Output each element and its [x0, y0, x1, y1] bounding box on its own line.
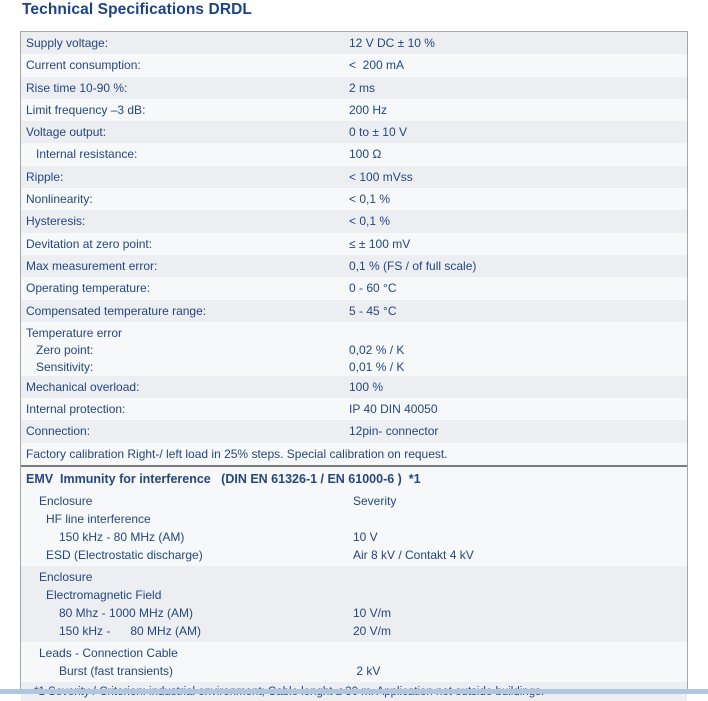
- spec-value: 100 %: [349, 379, 384, 394]
- spec-line: [21, 121, 687, 143]
- spec-line: [21, 188, 687, 210]
- spec-value: < 200 mA: [349, 58, 405, 73]
- spec-line: [21, 210, 687, 232]
- spec-line: [21, 143, 687, 165]
- spec-line: [21, 510, 687, 528]
- spec-value: < 100 mVss: [349, 169, 413, 184]
- spec-value: 10 V/m: [353, 606, 392, 621]
- spec-label: Internal resistance:: [36, 147, 138, 162]
- table-row: [21, 322, 687, 376]
- spec-line: [21, 54, 687, 76]
- spec-label: Zero point:: [36, 342, 94, 357]
- table-row: [21, 420, 687, 442]
- spec-label: Factory calibration Right-/ left load in 25% steps. Special calibration on request.: [26, 446, 448, 461]
- spec-label: 150 kHz - 80 MHz (AM): [59, 530, 185, 545]
- spec-label: Compensated temperature range:: [26, 303, 207, 318]
- spec-label: Limit frequency –3 dB:: [26, 102, 146, 117]
- spec-value: 0,02 % / K: [349, 342, 405, 357]
- table-row: [21, 277, 687, 299]
- spec-line: [21, 662, 687, 680]
- spec-line: [21, 546, 687, 564]
- spec-label: Supply voltage:: [26, 36, 109, 50]
- spec-line: [21, 376, 687, 398]
- spec-label: Devitation at zero point:: [26, 236, 153, 251]
- spec-line: [21, 644, 687, 662]
- table-row: [21, 99, 687, 121]
- emv-block: [21, 490, 687, 566]
- spec-value: 12 V DC ± 10 %: [349, 36, 435, 50]
- spec-value: 0,1 % (FS / of full scale): [349, 258, 477, 273]
- emv-section-header: EMV Immunity for interference (DIN EN 61326-1 / EN 61000-6 ) *1: [21, 467, 687, 490]
- spec-label: Current consumption:: [26, 58, 141, 73]
- page-bottom-accent-bar: [0, 689, 708, 694]
- spec-line: [21, 359, 687, 376]
- spec-label: 150 kHz - 80 MHz (AM): [59, 624, 202, 639]
- spec-value: 0,01 % / K: [349, 359, 405, 374]
- spec-value: 2 kV: [353, 664, 381, 679]
- spec-line: [21, 325, 687, 342]
- spec-value: 100 Ω: [349, 147, 382, 162]
- spec-label: Temperature error: [26, 325, 123, 340]
- spec-value: 200 Hz: [349, 102, 388, 117]
- spec-label: 80 Mhz - 1000 MHz (AM): [59, 606, 194, 621]
- emv-block: [21, 566, 687, 642]
- spec-line: [21, 398, 687, 420]
- table-row: [21, 443, 687, 465]
- table-row: [21, 233, 687, 255]
- spec-value: 12pin- connector: [349, 424, 439, 439]
- spec-line: [21, 233, 687, 255]
- spec-label: ESD (Electrostatic discharge): [46, 548, 203, 563]
- table-row: [21, 210, 687, 232]
- spec-label: Sensitivity:: [36, 359, 94, 374]
- spec-line: [21, 492, 687, 510]
- spec-line: [21, 443, 687, 465]
- spec-value: 2 ms: [349, 80, 376, 95]
- spec-line: [21, 342, 687, 359]
- page-title: Technical Specifications DRDL: [22, 1, 252, 18]
- spec-line: [21, 99, 687, 121]
- spec-line: [21, 604, 687, 622]
- spec-line: [21, 622, 687, 640]
- table-row: [21, 398, 687, 420]
- spec-label: Mechanical overload:: [26, 379, 140, 394]
- spec-label: Connection:: [26, 424, 91, 439]
- table-row: [21, 54, 687, 76]
- table-row: [21, 376, 687, 398]
- spec-value: 0 to ± 10 V: [349, 125, 407, 140]
- spec-value: 5 - 45 °C: [349, 303, 397, 318]
- spec-label: Voltage output:: [26, 125, 107, 140]
- spec-label: Nonlinearity:: [26, 192, 93, 207]
- spec-label: Electromagnetic Field: [46, 588, 162, 603]
- spec-value: < 0,1 %: [349, 192, 391, 207]
- table-row: [21, 300, 687, 322]
- spec-label: Hysteresis:: [26, 214, 86, 229]
- spec-label: HF line interference: [46, 512, 151, 527]
- spec-document-table: [20, 31, 688, 690]
- spec-label: Enclosure: [39, 570, 93, 585]
- spec-value: 0 - 60 °C: [349, 281, 397, 296]
- table-row: [21, 121, 687, 143]
- spec-label: Burst (fast transients): [59, 664, 174, 679]
- spec-line: [21, 255, 687, 277]
- emv-block: [21, 642, 687, 682]
- spec-value: 10 V: [353, 530, 378, 545]
- table-row: [21, 143, 687, 165]
- spec-label: Internal protection:: [26, 402, 126, 417]
- spec-value: < 0,1 %: [349, 214, 391, 229]
- table-row: [21, 77, 687, 99]
- spec-label: Operating temperature:: [26, 281, 151, 296]
- spec-line: [21, 586, 687, 604]
- table-row: [21, 166, 687, 188]
- spec-value: ≤ ± 100 mV: [349, 236, 411, 251]
- spec-value: Air 8 kV / Contakt 4 kV: [353, 548, 474, 563]
- spec-value: IP 40 DIN 40050: [349, 402, 438, 417]
- spec-line: [21, 528, 687, 546]
- table-row: [21, 255, 687, 277]
- spec-line: [21, 420, 687, 442]
- table-row: [21, 32, 687, 54]
- spec-value: Severity: [353, 494, 397, 509]
- spec-label: Enclosure: [39, 494, 93, 509]
- spec-line: [21, 32, 687, 54]
- spec-label: Max measurement error:: [26, 258, 158, 273]
- spec-label: Rise time 10-90 %:: [26, 80, 128, 95]
- table-row: [21, 188, 687, 210]
- spec-label: Ripple:: [26, 169, 64, 184]
- spec-value: 20 V/m: [353, 624, 392, 639]
- spec-label: Leads - Connection Cable: [39, 646, 178, 661]
- spec-line: [21, 300, 687, 322]
- spec-line: [21, 77, 687, 99]
- emv-section-blocks: [21, 490, 687, 701]
- spec-line: [21, 277, 687, 299]
- technical-spec-rows: [21, 32, 687, 465]
- spec-line: [21, 568, 687, 586]
- spec-line: [21, 166, 687, 188]
